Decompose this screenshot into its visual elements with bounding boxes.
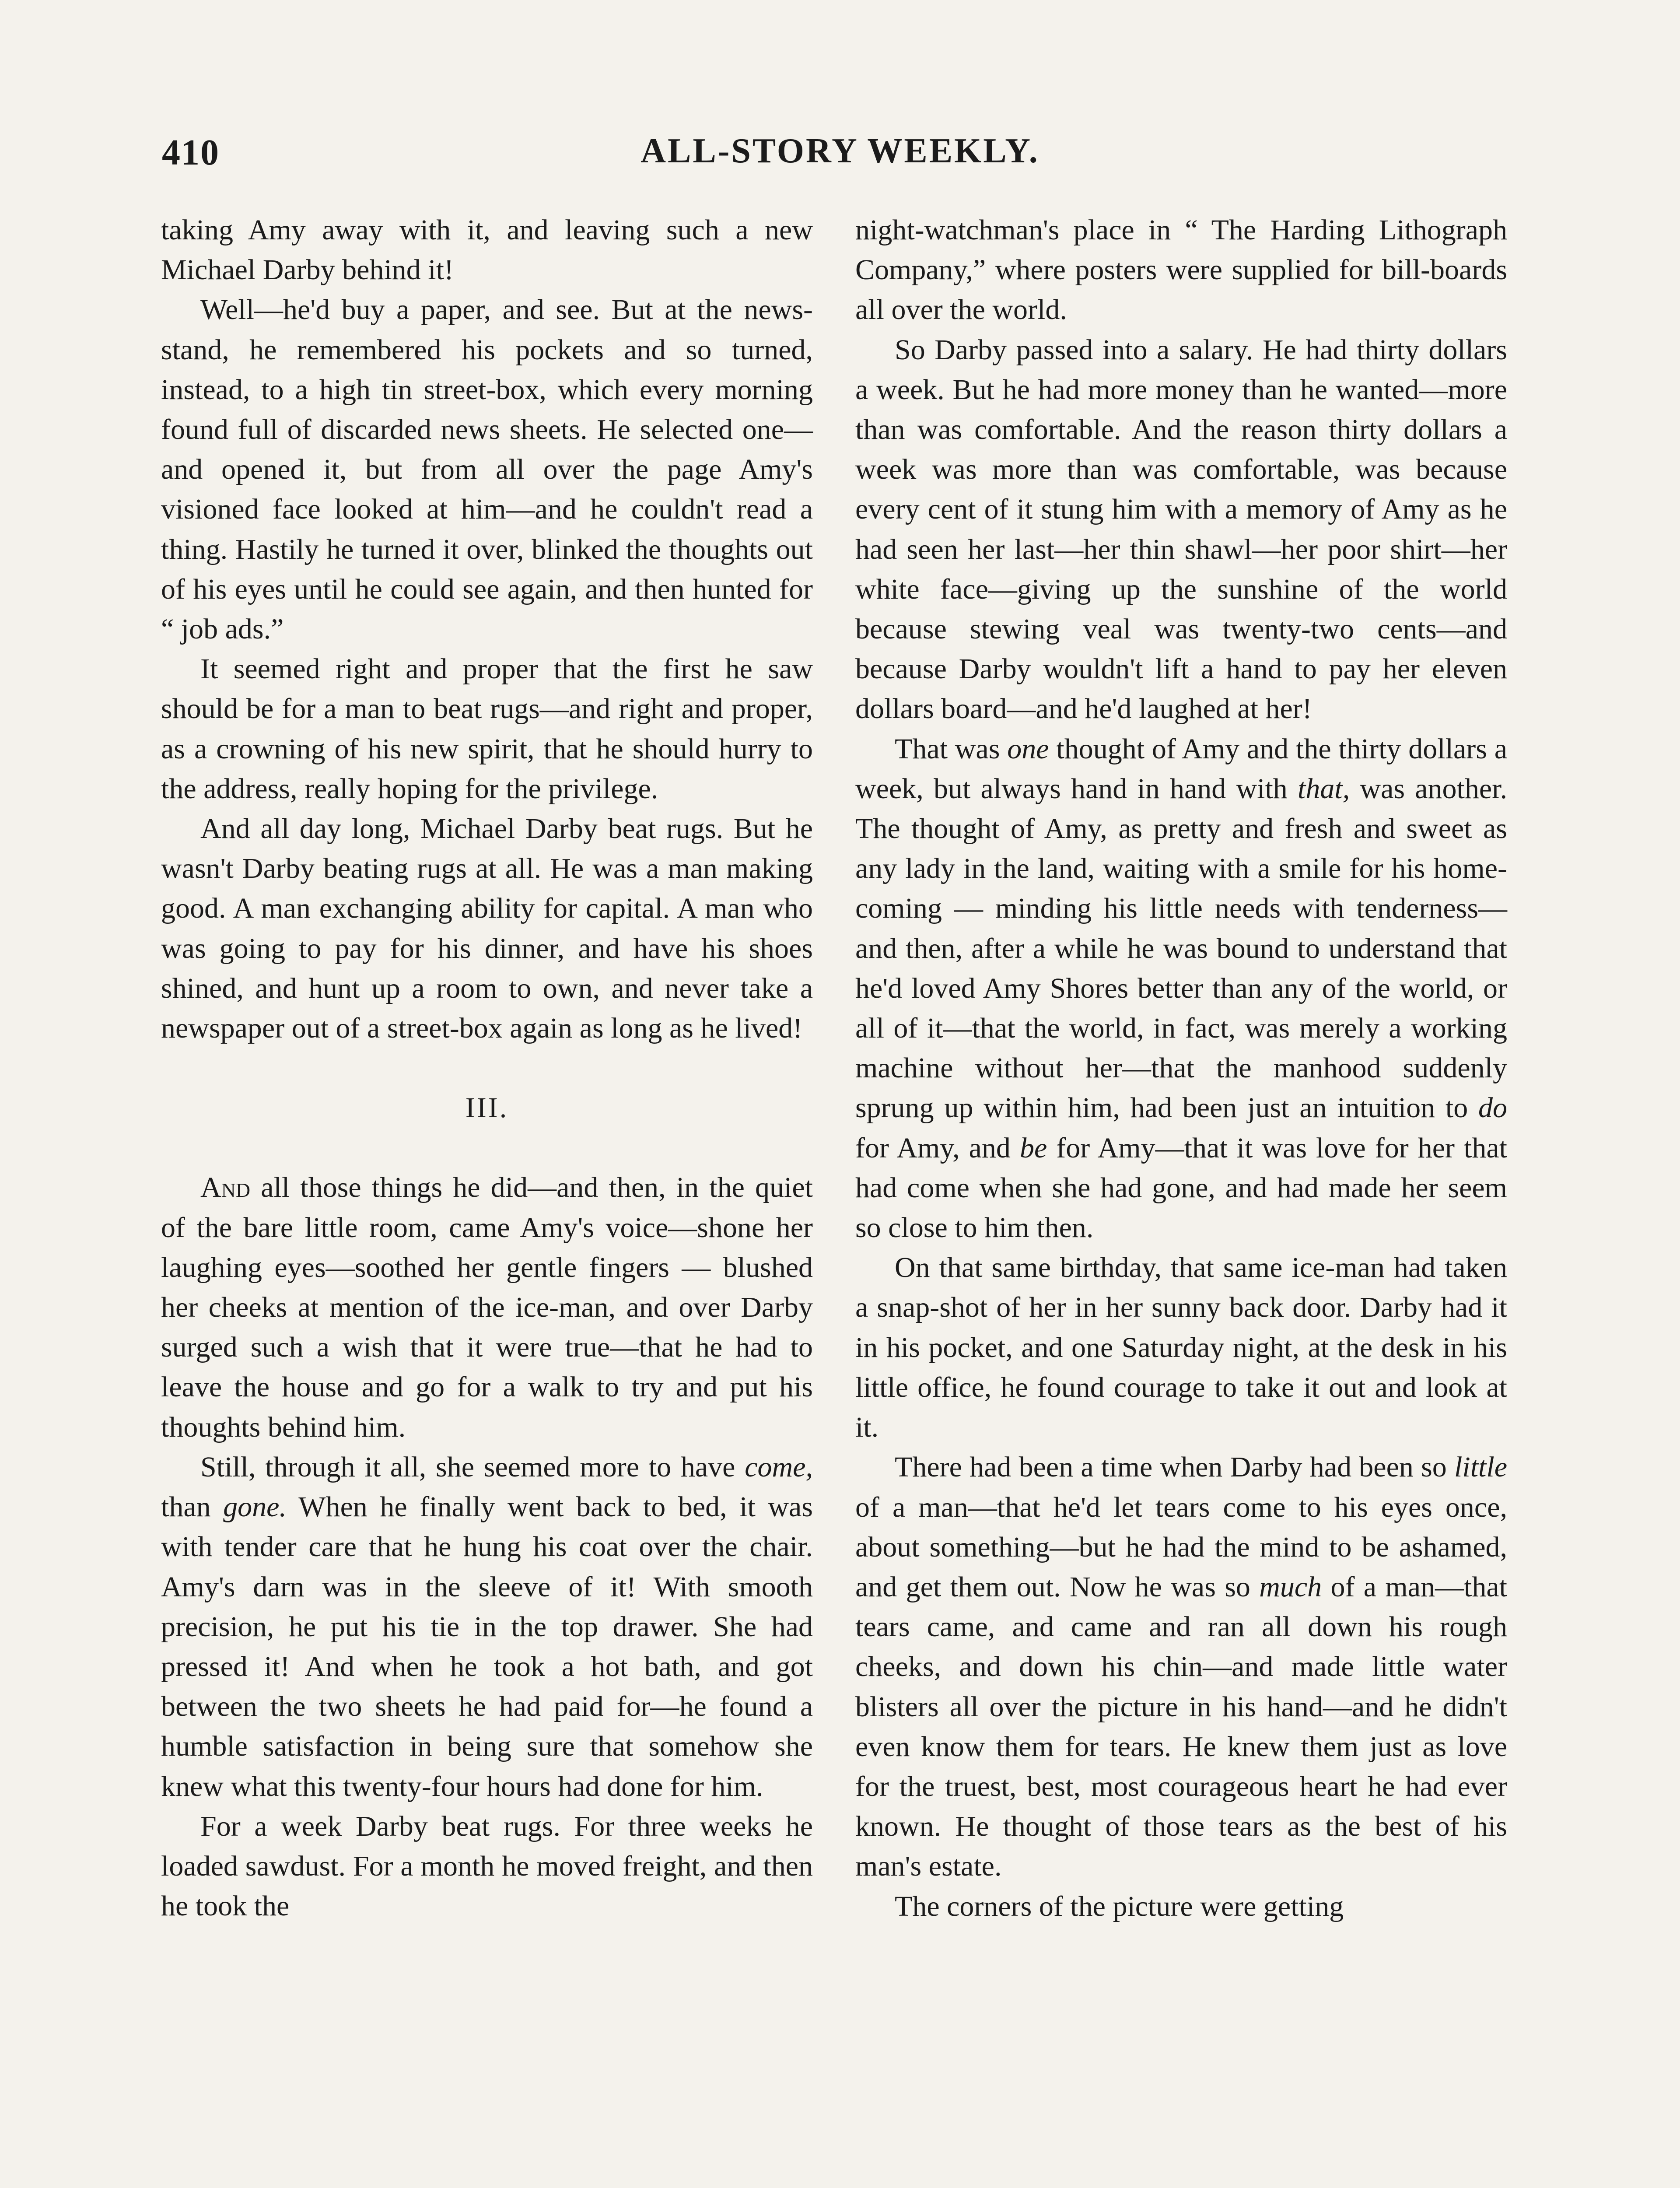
left-column <box>161 210 813 1926</box>
paragraph-text: all those things he did—and then, in the quiet of the bare little room, came Amy's voice—shone her laughing eyes—soothed her gentle fingers — blushed her cheeks at mention of the ice-man, and over Darby surged such a wish that it were true—that he had to leave the house and go for a walk to try and put his thoughts behind him. <box>161 1171 813 1443</box>
paragraph: taking Amy away with it, and leaving such a new Michael Darby behind it! <box>161 214 813 286</box>
paragraph <box>161 1168 813 1447</box>
paragraph <box>161 1447 813 1806</box>
section-heading: III. <box>465 1092 509 1124</box>
italic-text: do <box>1478 1092 1507 1124</box>
paragraph-text: for Amy, and <box>855 1132 1020 1164</box>
paragraph-text: That was <box>895 733 1008 765</box>
italic-text: come, <box>745 1451 813 1483</box>
paragraph-text: When he finally went back to bed, it was with tender care that he hung his coat over the chair. Amy's darn was in the sleeve of it! With smooth precision, he put his tie in the top drawer. She had pressed it! And when he took a hot bath, and got between the two sheets he had paid for—he found a humble satisfaction in being sure that somehow she knew what this twenty-four hours had done for him. <box>161 1491 813 1802</box>
paragraph-text: was another. The thought of Amy, as pretty and fresh and sweet as any lady in the land, waiting with a smile for his home-coming — minding his little needs with tenderness—and then, after a while he was bound to understand that he'd loved Amy Shores better than any of the world, or all of it—that the world, in fact, was merely a working machine without her—that the manhood suddenly sprung up within him, had been just an intuition to <box>855 772 1508 1124</box>
right-column <box>855 210 1507 1926</box>
paragraph: On that same birthday, that same ice-man had taken a snap-shot of her in her sunny back door. Darby had it in his pocket, and one Saturday night, at the desk in his little office, he found courage to take it out and look at it. <box>855 1252 1507 1444</box>
magazine-title: ALL-STORY WEEKLY. <box>640 132 1040 170</box>
italic-text: one <box>1007 733 1049 765</box>
paragraph-text: than <box>161 1491 224 1523</box>
page-number: 410 <box>162 132 220 173</box>
paragraph: For a week Darby beat rugs. For three weeks he loaded sawdust. For a month he moved freight, and then he took the <box>161 1810 813 1922</box>
italic-text: gone. <box>223 1491 287 1523</box>
paragraph-text: of a man—that tears came, and came and ran all down his rough cheeks, and down his chin—and made little water blisters all over the picture in his hand—and he didn't even know them for tears. He knew them just as love for the truest, best, most courageous heart he had ever known. He thought of those tears as the best of his man's estate. <box>855 1571 1507 1883</box>
paragraph: And all day long, Michael Darby beat rugs. But he wasn't Darby beating rugs at all. He was a man making good. A man exchanging ability for capital. A man who was going to pay for his dinner, and have his shoes shined, and hunt up a room to own, and never take a newspaper out of a street-box again as long as he lived! <box>161 813 813 1045</box>
running-head <box>162 131 1518 179</box>
paragraph: The corners of the picture were getting <box>895 1890 1344 1922</box>
paragraph: It seemed right and proper that the first he saw should be for a man to beat rugs—and right and proper, as a crowning of his new spirit, that he should hurry to the address, really hoping for the privilege. <box>161 653 813 805</box>
italic-text: that, <box>1298 772 1350 805</box>
paragraph-text: of a man—that he'd let tears come to his eyes once, about something—but he had the mind to be ashamed, and get them out. Now he was so <box>855 1491 1507 1603</box>
paragraph-text: thought of Amy and the thirty dollars a week, but always hand in hand with <box>855 733 1507 805</box>
italic-text: much <box>1259 1571 1322 1603</box>
paragraph: So Darby passed into a salary. He had thirty dollars a week. But he had more money than he wanted—more than was comfortable. And the reason thirty dollars a week was more than was comfortable, was because every cent of it stung him with a memory of Amy as he had seen her last—her thin shawl—her poor shirt—her white face—giving up the sunshine of the world because stewing veal was twenty-two cents—and because Darby wouldn't lift a hand to pay her eleven dollars board—and he'd laughed at her! <box>855 333 1507 725</box>
italic-text: be <box>1019 1132 1047 1164</box>
small-caps-lead: And <box>200 1171 251 1204</box>
paragraph: night-watchman's place in “ The Harding Lithograph Company,” where posters were supplied for bill-boards all over the world. <box>855 214 1507 326</box>
paragraph-text: There had been a time when Darby had been so <box>895 1451 1455 1483</box>
paragraph <box>855 1447 1507 1886</box>
paragraph-text: for Amy—that it was love for her that had come when she had gone, and had made her seem so close to him then. <box>855 1132 1507 1244</box>
italic-text: little <box>1454 1451 1507 1483</box>
paragraph-text: Still, through it all, she seemed more to have <box>200 1451 745 1483</box>
paragraph <box>855 729 1507 1248</box>
paragraph: Well—he'd buy a paper, and see. But at the news-stand, he remembered his pockets and so turned, instead, to a high tin street-box, which every morning found full of discarded news sheets. He selected one—and opened it, but from all over the page Amy's visioned face looked at him—and he couldn't read a thing. Hastily he turned it over, blinked the thoughts out of his eyes until he could see again, and then hunted for “ job ads.” <box>161 294 813 645</box>
